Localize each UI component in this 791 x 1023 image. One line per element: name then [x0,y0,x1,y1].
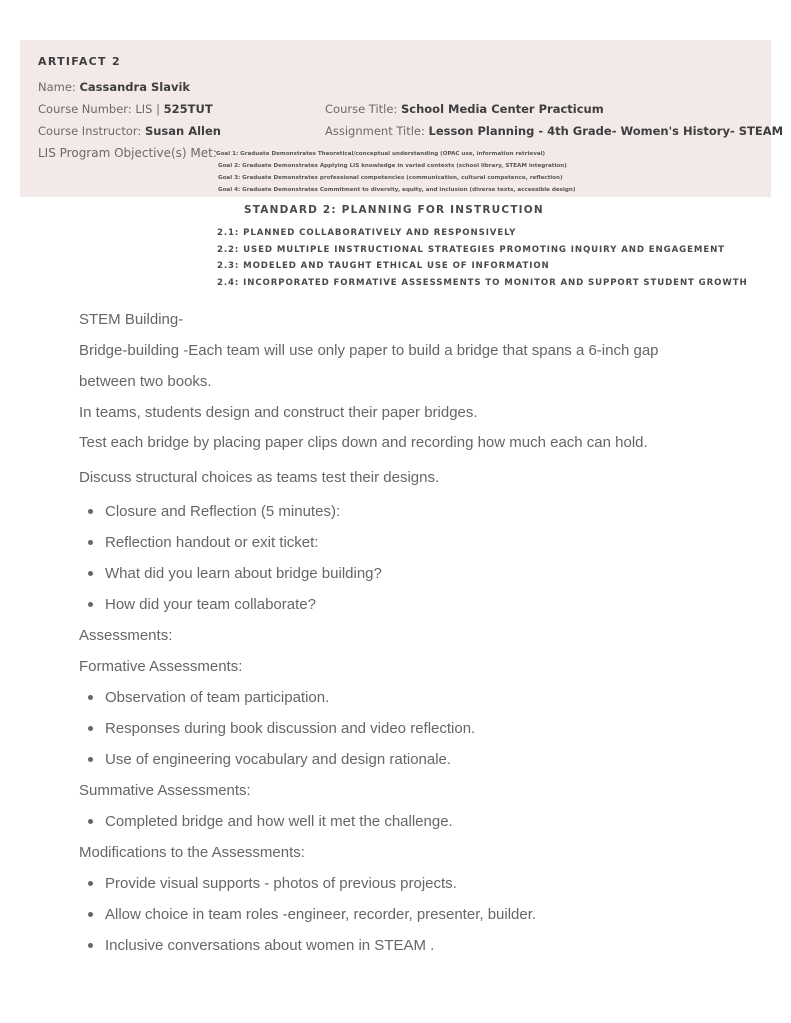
bullet-item [88,596,316,613]
bullet-dot [88,881,93,886]
bullet-text: Responses during book discussion and video reflection. [105,720,476,737]
bullet-item [88,751,451,768]
standard-title: STANDARD 2: PLANNING FOR INSTRUCTION [244,204,544,216]
bullet-text: Closure and Reflection (5 minutes): [105,503,341,520]
bullet-item [88,565,382,582]
bullet-dot [88,695,93,700]
bullet-item [88,534,318,551]
bullet-item [88,875,457,892]
bullet-dot [88,943,93,948]
bullet-dot [88,509,93,514]
course-title-value: School Media Center Practicum [400,102,604,116]
name-row [38,80,190,94]
assessments-heading: Assessments: [79,627,173,644]
bullet-item [88,813,453,830]
standard-item: 2.2: USED MULTIPLE INSTRUCTIONAL STRATEGIES PROMOTING INQUIRY AND ENGAGEMENT [217,245,725,255]
bullet-item [88,906,536,923]
bullet-text: Completed bridge and how well it met the challenge. [105,813,453,830]
bullet-text: Observation of team participation. [105,689,330,706]
course-number-value: 525TUT [163,102,213,116]
bullet-item [88,937,434,954]
standard-item: 2.4: INCORPORATED FORMATIVE ASSESSMENTS TO MONITOR AND SUPPORT STUDENT GROWTH [217,278,748,288]
formative-heading: Formative Assessments: [79,658,243,675]
goal-item: Goal 2: Graduate Demonstrates Applying LIS knowledge in varied contexts (school library, STEAM integration) [218,163,567,169]
assignment-title-row [325,124,783,138]
goal-item: Goal 4: Graduate Demonstrates Commitment to diversity, equity, and inclusion (diverse texts, accessible design) [218,187,576,193]
instructor-label: Course Instructor: [38,124,142,138]
assignment-title-label: Assignment Title: [325,124,425,138]
bullet-text: Inclusive conversations about women in STEAM . [105,937,435,954]
course-title-label: Course Title: [325,102,398,116]
bullet-dot [88,540,93,545]
body-line: In teams, students design and construct their paper bridges. [79,404,478,421]
bullet-dot [88,571,93,576]
name-value: Cassandra Slavik [79,80,191,94]
modifications-heading: Modifications to the Assessments: [79,844,305,861]
bullet-item [88,689,329,706]
bullet-text: Provide visual supports - photos of previous projects. [105,875,457,892]
body-line: STEM Building- [79,311,184,328]
bullet-text: Allow choice in team roles -engineer, recorder, presenter, builder. [105,906,537,923]
standard-item: 2.1: PLANNED COLLABORATIVELY AND RESPONSIVELY [217,228,517,238]
assignment-title-value: Lesson Planning - 4th Grade- Women's History- STEAM [428,124,784,138]
artifact-label: ARTIFACT 2 [38,55,121,68]
bullet-text: What did you learn about bridge building? [105,565,382,582]
course-number-row [38,102,213,116]
goal-item: Goal 1: Graduate Demonstrates Theoretical/conceptual understanding (OPAC use, information retrieval) [216,151,546,157]
objectives-label: LIS Program Objective(s) Met: [38,146,217,160]
bullet-dot [88,912,93,917]
name-label: Name: [38,80,76,94]
bullet-dot [88,757,93,762]
bullet-text: Reflection handout or exit ticket: [105,534,319,551]
bullet-text: Use of engineering vocabulary and design rationale. [105,751,452,768]
artifact-header-band [20,40,771,197]
goal-item: Goal 3: Graduate Demonstrates professional competencies (communication, cultural competence, reflection) [218,175,563,181]
instructor-row [38,124,221,138]
body-line: Bridge-building -Each team will use only paper to build a bridge that spans a 6-inch gap [79,342,659,359]
bullet-dot [88,819,93,824]
bullet-dot [88,602,93,607]
body-line: Test each bridge by placing paper clips down and recording how much each can hold. [79,434,648,451]
body-line: between two books. [79,373,212,390]
bullet-item [88,720,475,737]
bullet-dot [88,726,93,731]
body-line: Discuss structural choices as teams test their designs. [79,469,440,486]
summative-heading: Summative Assessments: [79,782,251,799]
standard-item: 2.3: MODELED AND TAUGHT ETHICAL USE OF INFORMATION [217,261,550,271]
course-number-label: Course Number: LIS | [38,102,160,116]
bullet-text: How did your team collaborate? [105,596,316,613]
course-title-row [325,102,604,116]
instructor-value: Susan Allen [144,124,221,138]
bullet-item [88,503,340,520]
